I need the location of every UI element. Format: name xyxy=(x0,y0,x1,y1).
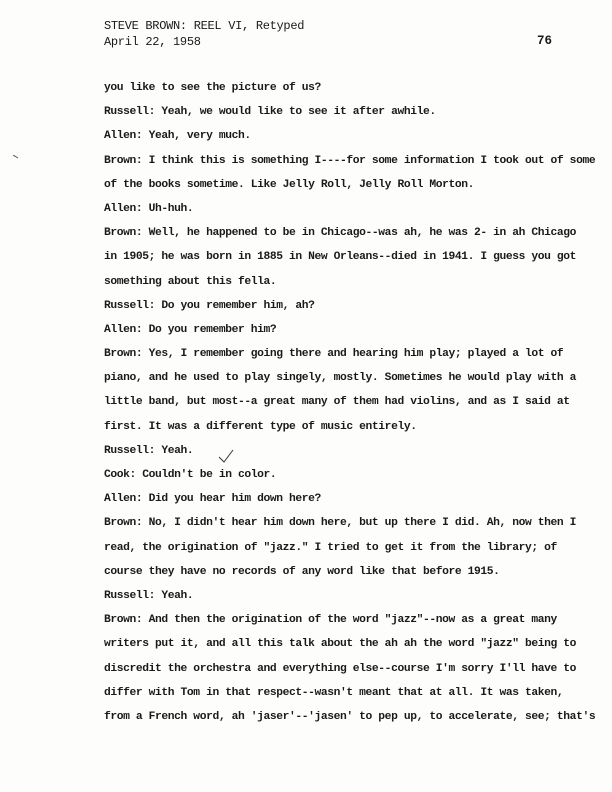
transcript-line: Russell: Do you remember him, ah? xyxy=(104,299,315,312)
transcript-line: course they have no records of any word like that before 1915. xyxy=(104,565,500,578)
page-header xyxy=(104,18,304,50)
transcript-line: Allen: Did you hear him down here? xyxy=(104,493,321,506)
transcript-line: Allen: Do you remember him? xyxy=(104,323,277,336)
transcript-line: of the books sometime. Like Jelly Roll, Jelly Roll Morton. xyxy=(104,178,474,191)
transcript-line: Russell: Yeah. xyxy=(104,444,194,457)
transcript-line: Brown: Yes, I remember going there and hearing him play; played a lot of xyxy=(104,348,564,361)
transcript-line: writers put it, and all this talk about the ah ah the word "jazz" being to xyxy=(104,638,577,651)
transcript-line: differ with Tom in that respect--wasn't meant that at all. It was taken, xyxy=(104,686,564,699)
transcript-line: Cook: Couldn't be in color. xyxy=(104,469,277,481)
transcript-line: Russell: Yeah. xyxy=(104,589,194,602)
transcript-line: something about this fella. xyxy=(104,275,277,288)
transcript-line: read, the origination of "jazz." I tried to get it from the library; of xyxy=(104,541,557,554)
transcript-line: in 1905; he was born in 1885 in New Orleans--died in 1941. I guess you got xyxy=(104,251,577,264)
transcript-line: Brown: And then the origination of the word "jazz"--now as a great many xyxy=(104,614,557,627)
transcript-line: you like to see the picture of us? xyxy=(104,82,321,94)
transcript-line: first. It was a different type of music entirely. xyxy=(104,420,417,433)
header-title: STEVE BROWN: REEL VI, Retyped xyxy=(104,19,305,33)
transcript-line: little band, but most--a great many of them had violins, and as I said at xyxy=(104,396,570,409)
transcript-line: from a French word, ah 'jaser'--'jasen' to pep up, to accelerate, see; that's xyxy=(104,710,596,723)
transcript-line: piano, and he used to play singely, mostly. Sometimes he would play with a xyxy=(104,372,577,385)
transcript-line: Brown: I think this is something I----for some information I took out of some xyxy=(104,154,596,167)
transcript-line: Brown: Well, he happened to be in Chicago--was ah, he was 2- in ah Chicago xyxy=(104,227,577,240)
transcript-line: Brown: No, I didn't hear him down here, but up there I did. Ah, now then I xyxy=(104,517,577,530)
transcript-line: Allen: Uh-huh. xyxy=(104,202,194,215)
transcript-line: discredit the orchestra and everything else--course I'm sorry I'll have to xyxy=(104,662,577,675)
transcript-line: Allen: Yeah, very much. xyxy=(104,130,251,143)
transcript-line: Russell: Yeah, we would like to see it after awhile. xyxy=(104,106,436,119)
handwritten-check-icon xyxy=(218,449,234,463)
page-number: 76 xyxy=(537,34,553,48)
stray-mark-icon xyxy=(13,155,19,159)
transcript-body xyxy=(104,76,596,729)
header-date: April 22, 1958 xyxy=(104,35,201,49)
